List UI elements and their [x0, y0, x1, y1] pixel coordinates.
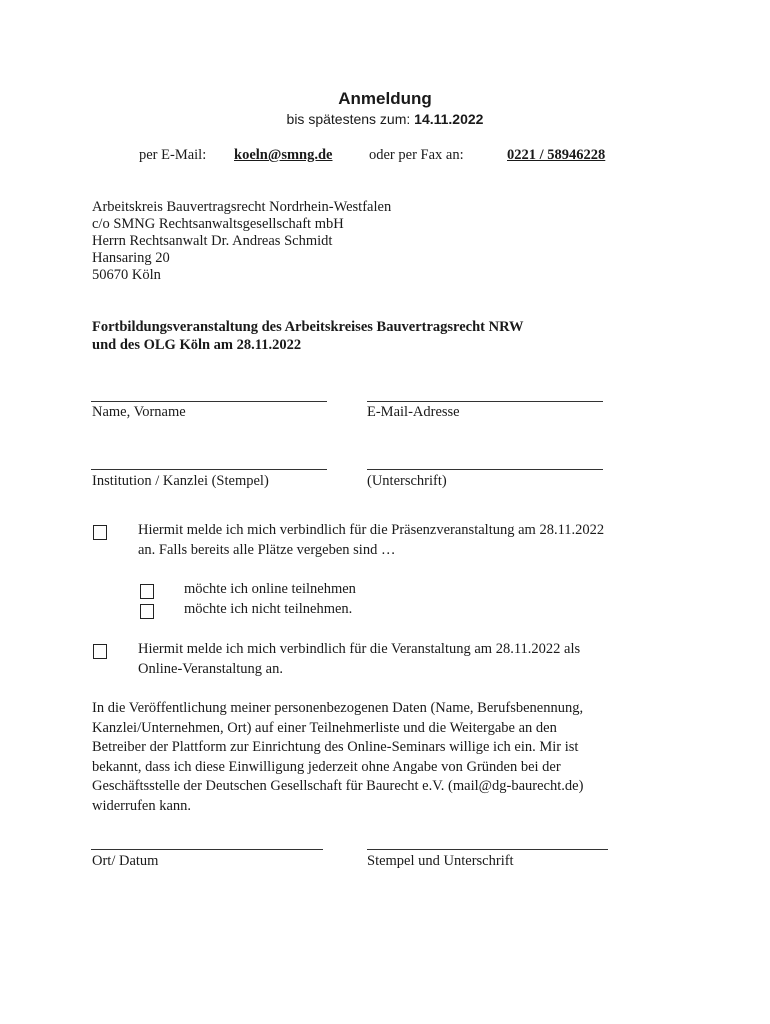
online-option-text [138, 640, 580, 679]
place-date-field-line[interactable] [91, 849, 323, 850]
address-line: c/o SMNG Rechtsanwaltsgesellschaft mbH [92, 216, 344, 232]
consent-line: widerrufen kann. [92, 797, 192, 814]
option-line: Hiermit melde ich mich verbindlich für die Präsenzveranstaltung am 28.11.2022 [138, 522, 605, 538]
deadline-line [0, 111, 770, 127]
consent-line: bekannt, dass ich diese Einwilligung jederzeit ohne Angabe von Gründen bei der [92, 758, 561, 775]
consent-paragraph [92, 699, 583, 817]
not-attend-text: möchte ich nicht teilnehmen. [184, 601, 353, 617]
deadline-date: 14.11.2022 [414, 111, 484, 127]
stamp-signature-label: Stempel und Unterschrift [367, 853, 514, 869]
consent-line: Betreiber der Plattform zur Einrichtung des Online-Seminars willige ich ein. Mir ist [92, 739, 579, 756]
signature-field-label: (Unterschrift) [367, 473, 447, 489]
page-title: Anmeldung [338, 89, 432, 108]
stamp-signature-field-line[interactable] [367, 849, 608, 850]
recipient-address [92, 199, 391, 284]
deadline-prefix: bis spätestens zum: [286, 111, 411, 127]
institution-field-label: Institution / Kanzlei (Stempel) [92, 473, 269, 489]
online-instead-checkbox[interactable] [140, 584, 154, 599]
option-line: Hiermit melde ich mich verbindlich für die Veranstaltung am 28.11.2022 als [138, 641, 581, 657]
name-field-label: Name, Vorname [92, 404, 186, 420]
presence-checkbox[interactable] [93, 525, 107, 540]
consent-line: Geschäftsstelle der Deutschen Gesellschaft für Baurecht e.V. (mail@dg-baurecht.de) [92, 778, 584, 795]
not-attend-checkbox[interactable] [140, 604, 154, 619]
signature-field-line[interactable] [367, 469, 603, 470]
event-line: und des OLG Köln am 28.11.2022 [92, 337, 302, 353]
email-field-label: E-Mail-Adresse [367, 404, 460, 420]
address-line: Herrn Rechtsanwalt Dr. Andreas Schmidt [92, 233, 333, 249]
email-field-line[interactable] [367, 401, 603, 402]
event-heading [92, 318, 524, 354]
online-checkbox[interactable] [93, 644, 107, 659]
institution-field-line[interactable] [91, 469, 327, 470]
email-label: per E-Mail: [139, 147, 207, 163]
online-instead-text: möchte ich online teilnehmen [184, 581, 356, 597]
name-field-line[interactable] [91, 401, 327, 402]
consent-line: Kanzlei/Unternehmen, Ort) auf einer Teilnehmerliste und die Weitergabe an den [92, 719, 557, 736]
address-line: Arbeitskreis Bauvertragsrecht Nordrhein-Westfalen [92, 199, 392, 215]
fax-label: oder per Fax an: [369, 147, 464, 163]
event-line: Fortbildungsveranstaltung des Arbeitskreises Bauvertragsrecht NRW [92, 319, 524, 335]
option-line: an. Falls bereits alle Plätze vergeben sind … [138, 541, 396, 558]
consent-line: In die Veröffentlichung meiner personenbezogenen Daten (Name, Berufsbenennung, [92, 700, 584, 716]
option-line: Online-Veranstaltung an. [138, 660, 283, 677]
fax-number: 0221 / 58946228 [507, 147, 606, 163]
email-link[interactable]: koeln@smng.de [234, 147, 333, 163]
presence-option-text [138, 521, 604, 560]
address-line: Hansaring 20 [92, 250, 170, 266]
address-line: 50670 Köln [92, 267, 161, 283]
place-date-label: Ort/ Datum [92, 853, 159, 869]
